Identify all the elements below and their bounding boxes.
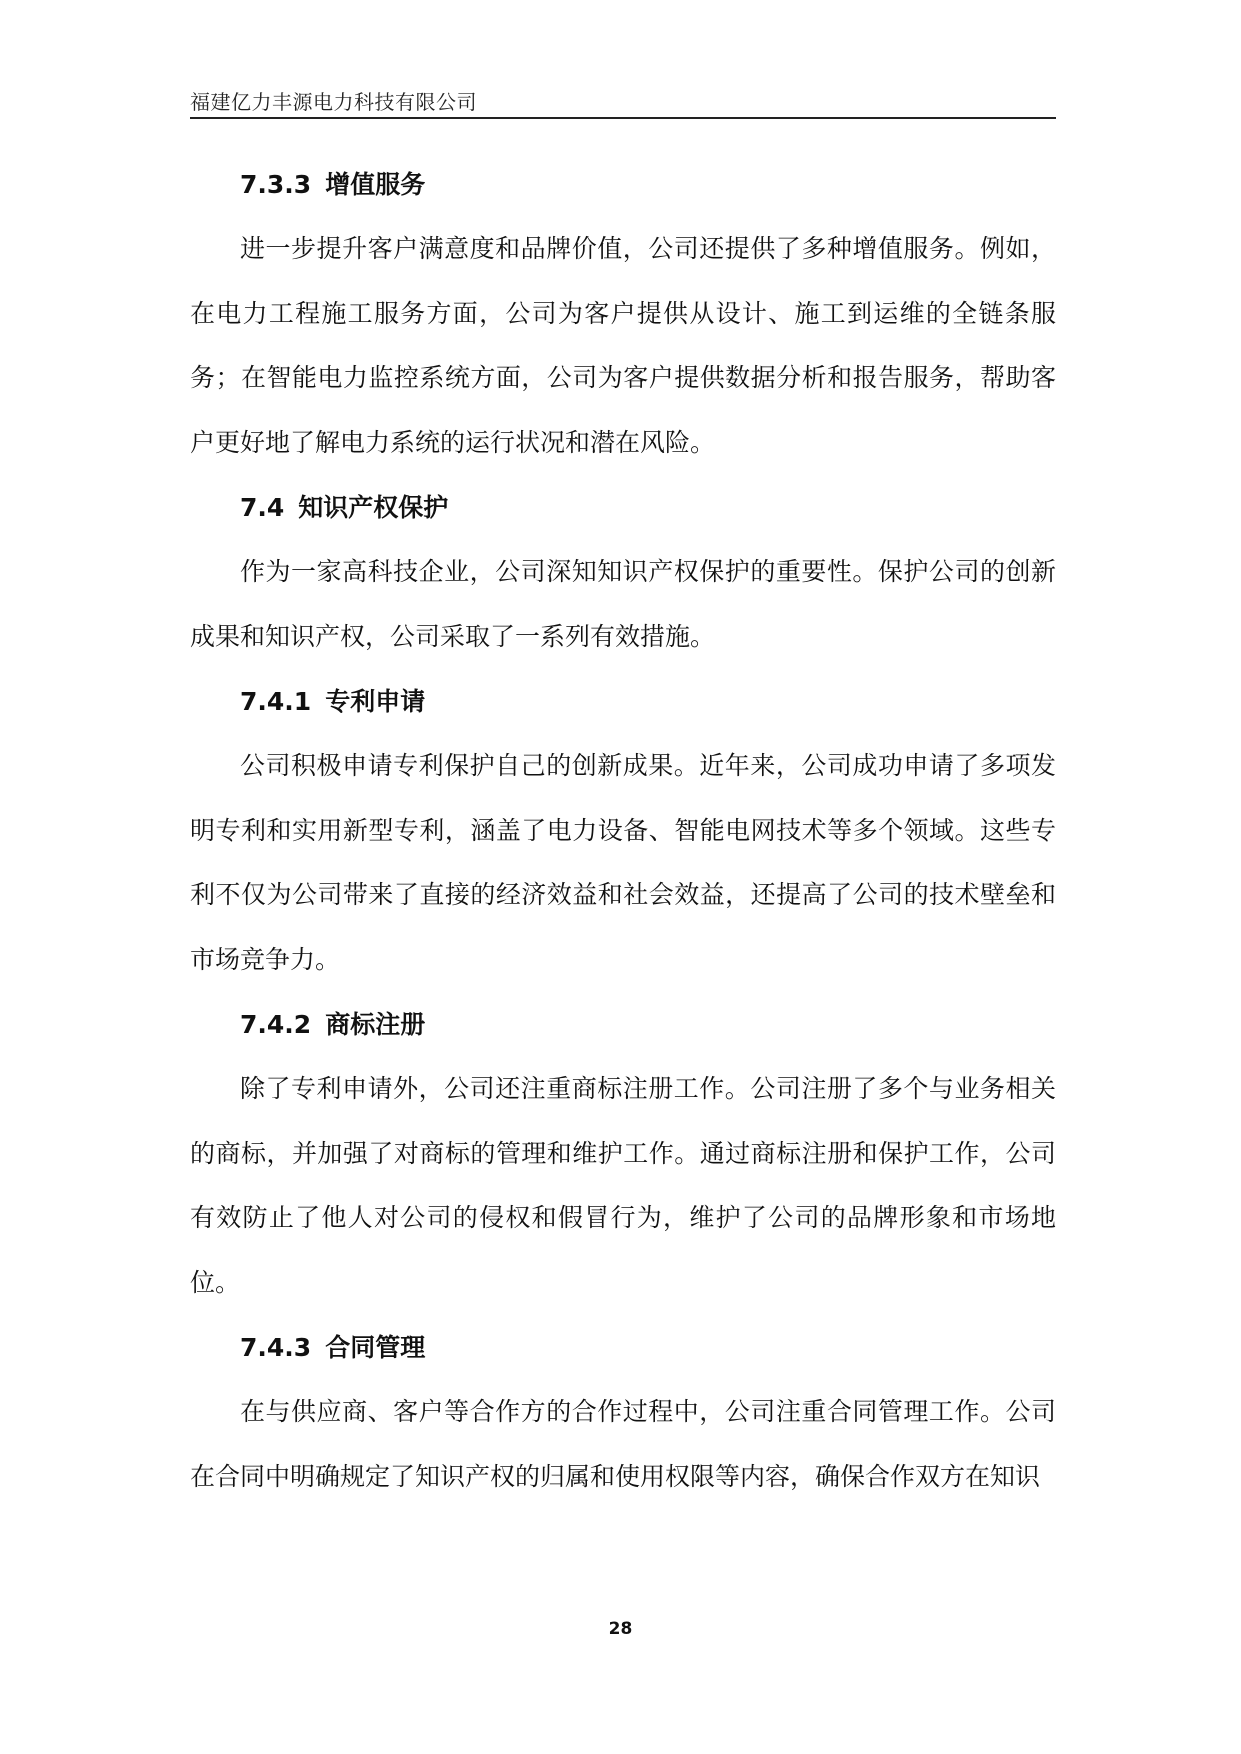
section-number: 7.3.3	[240, 170, 312, 199]
section-title: 商标注册	[325, 1010, 426, 1039]
section-heading-7-4-2	[190, 992, 1056, 1057]
section-heading-7-4-1	[190, 669, 1056, 734]
section-number: 7.4.2	[240, 1010, 312, 1039]
section-paragraph-7-4-3: 在与供应商、客户等合作方的合作过程中，公司注重合同管理工作。公司在合同中明确规定了知识产权的归属和使用权限等内容，确保合作双方在知识	[190, 1397, 1056, 1491]
section-number: 7.4	[240, 493, 285, 522]
section-heading-7-3-3	[190, 152, 1056, 217]
section-number: 7.4.3	[240, 1333, 312, 1362]
page-header	[190, 90, 1056, 119]
section-paragraph-7-4: 作为一家高科技企业，公司深知知识产权保护的重要性。保护公司的创新成果和知识产权，公司采取了一系列有效措施。	[190, 557, 1056, 651]
section-paragraph-7-3-3: 进一步提升客户满意度和品牌价值，公司还提供了多种增值服务。例如，在电力工程施工服务方面，公司为客户提供从设计、施工到运维的全链条服务；在智能电力监控系统方面，公司为客户提供数据分析和报告服务，帮助客户更好地了解电力系统的运行状况和潜在风险。	[190, 234, 1056, 457]
header-company-name: 福建亿力丰源电力科技有限公司	[190, 90, 477, 114]
section-paragraph-7-4-2: 除了专利申请外，公司还注重商标注册工作。公司注册了多个与业务相关的商标，并加强了对商标的管理和维护工作。通过商标注册和保护工作，公司有效防止了他人对公司的侵权和假冒行为，维护了公司的品牌形象和市场地位。	[190, 1074, 1056, 1297]
section-heading-7-4	[190, 475, 1056, 540]
page-number: 28	[608, 1619, 633, 1639]
section-heading-7-4-3	[190, 1315, 1056, 1380]
section-number: 7.4.1	[240, 687, 312, 716]
section-title: 知识产权保护	[298, 493, 449, 522]
section-title: 专利申请	[325, 687, 426, 716]
section-title: 增值服务	[325, 170, 426, 199]
section-title: 合同管理	[325, 1333, 426, 1362]
document-body	[190, 152, 1056, 1509]
section-paragraph-7-4-1: 公司积极申请专利保护自己的创新成果。近年来，公司成功申请了多项发明专利和实用新型专利，涵盖了电力设备、智能电网技术等多个领域。这些专利不仅为公司带来了直接的经济效益和社会效益，还提高了公司的技术壁垒和市场竞争力。	[190, 751, 1056, 974]
